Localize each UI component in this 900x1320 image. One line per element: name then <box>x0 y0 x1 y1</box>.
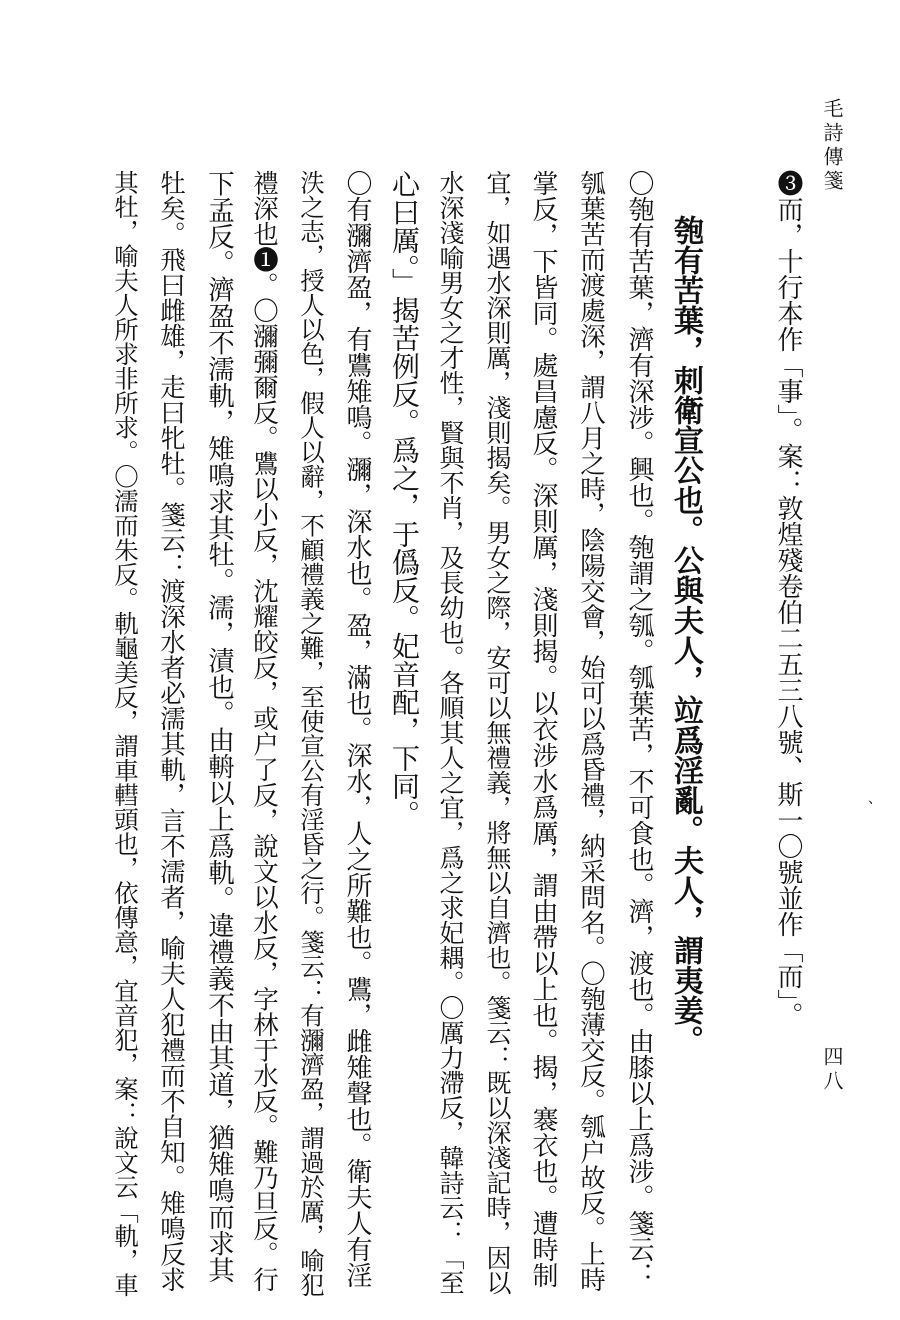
text-column: ❸而，十行本作「事」。案：敦煌殘卷伯二五三八號、斯一〇號並作「而」。 <box>773 170 803 1028</box>
text-column: 〇有瀰濟盈，有鷕雉鳴。瀰，深水也。盈，滿也。深水，人之所難也。鷕，雌雉聲也。衛夫人有淫 <box>342 170 372 1288</box>
text-column: 牡矣。飛曰雌雄，走曰牝牡。箋云：渡深水者必濡其軌，言不濡者，喻夫人犯禮而不自知。雉鳴反求 <box>156 170 186 1292</box>
text-column: 心曰厲。」揭苦例反。爲之，于僞反。妃音配，下同。 <box>388 170 421 828</box>
text-column: 宜，如遇水深則厲，淺則揭矣。男女之際，安可以無禮義，將無以自濟也。箋云：既以深淺記時，因以 <box>483 170 512 1295</box>
text-column: 匏有苦葉，刺衛宣公也。公與夫人，竝爲淫亂。夫人，謂夷姜。 <box>668 215 703 1055</box>
text-column: 水深淺喻男女之才性，賢與不肖，及長幼也。各順其人之宜，爲之求妃耦。〇厲力滯反，韓詩云：「至 <box>436 170 465 1295</box>
text-column: 其牡，喻夫人所求非所求。〇濡而朱反。軌龜美反，謂車轊頭也，依傳意，宜音犯，案：說文云「軌，車 <box>111 170 140 1297</box>
text-column: 〇匏有苦葉，濟有深涉。興也。匏謂之瓠。瓠葉苦，不可食也。濟，渡也。由膝以上爲涉。箋云： <box>624 170 654 1288</box>
text-column: 泆之志，授人以色，假人以辭，不顧禮義之難，至使宣公有淫昏之行。箋云：有瀰濟盈，謂過於厲，喻犯 <box>297 170 326 1297</box>
page-number: 四八 <box>820 1046 844 1094</box>
text-column: 下孟反。濟盈不濡軌，雉鳴求其牡。濡，漬也。由輈以上爲軌。違禮義不由其道，猶雉鳴而求其 <box>203 170 234 1283</box>
running-head: 毛詩傳箋 <box>820 98 844 194</box>
text-column: 瓠葉苦而渡處深，謂八月之時，陰陽交會，始可以爲昏禮，納采問名。〇匏薄交反。瓠户故反。上時 <box>576 170 606 1292</box>
text-column: 掌反，下皆同。處昌慮反。深則厲，淺則揭。以衣涉水爲厲，謂由帶以上也。揭，褰衣也。遭時制 <box>528 170 558 1288</box>
text-column: 禮深也❶。〇瀰彌爾反。鷕以小反，沈耀皎反，或户了反，說文以水反，字林于水反。難乃旦反。行 <box>249 170 279 1292</box>
stray-mark: 、 <box>868 791 882 807</box>
